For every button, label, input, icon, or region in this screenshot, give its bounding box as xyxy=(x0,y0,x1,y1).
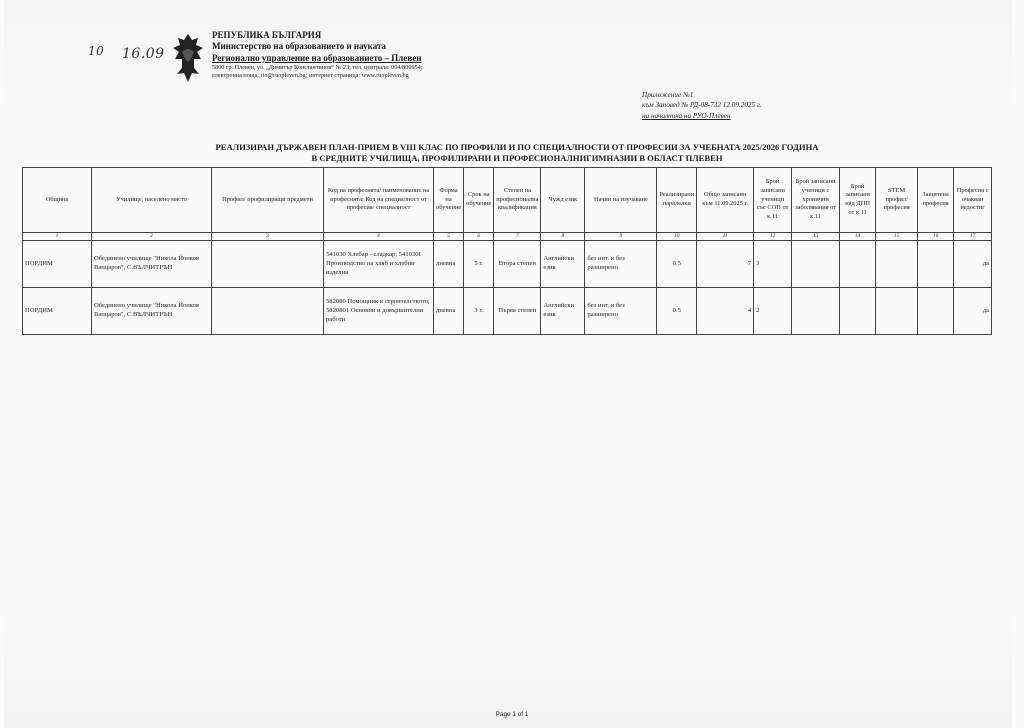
header-cell: Брой записани над ДПП от к.11 xyxy=(840,168,876,233)
cell-school: Обединено училище "Никола Йонков Вапцаров", С.ВЪЛЧИТРЪН xyxy=(92,241,212,288)
header-cell: Професия с очакван недостиг xyxy=(954,168,992,233)
header-cell: Брой записани ученици с хронични заболявания от к.11 xyxy=(792,168,840,233)
cell-shortage: да xyxy=(954,288,992,335)
column-number: 2 xyxy=(92,233,212,241)
cell-municipality: ПОРДИМ xyxy=(23,288,92,335)
cell-method: без инт. и без разширено xyxy=(585,288,657,335)
cell-stem xyxy=(876,241,918,288)
column-number: 11 xyxy=(697,233,754,241)
handwritten-date: 16.09 xyxy=(122,46,165,62)
header-cell: Брой записани ученици със СОП от к.11 xyxy=(754,168,792,233)
letterhead xyxy=(212,30,422,79)
header-cell: Степен на професионална квалификация xyxy=(494,168,541,233)
admission-plan-table xyxy=(22,167,992,335)
annex-note xyxy=(642,90,761,121)
header-cell: Реализирани паралелки xyxy=(657,168,697,233)
scanned-page xyxy=(4,0,1012,728)
table-row xyxy=(23,241,992,288)
column-number-row xyxy=(23,233,992,241)
cell-shortage: да xyxy=(954,241,992,288)
header-cell: Община xyxy=(23,168,92,233)
annex-number: Приложение №1 xyxy=(642,91,694,99)
cell-classes: 0.5 xyxy=(657,288,697,335)
header-cell: Училище, населено място xyxy=(92,168,212,233)
cell-sop: 2 xyxy=(754,288,792,335)
cell-profession: 541030 Хлебар - сладкар; 541030I Производство на хляб и хлебни изделия xyxy=(324,241,434,288)
cell-chronic xyxy=(792,288,840,335)
cell-stem xyxy=(876,288,918,335)
cell-degree: Втора степен xyxy=(494,241,541,288)
column-number: 9 xyxy=(585,233,657,241)
cell-school: Обединено училище "Никола Йонков Вапцаров", С.ВЪЛЧИТРЪН xyxy=(92,288,212,335)
header-cell: Форма на обучение xyxy=(434,168,464,233)
cell-municipality: ПОРДИМ xyxy=(23,241,92,288)
cell-term: 5 г. xyxy=(464,241,494,288)
column-number: 13 xyxy=(792,233,840,241)
header-cell: Срок на обучение xyxy=(464,168,494,233)
cell-profile xyxy=(212,241,324,288)
cell-form: дневна xyxy=(434,288,464,335)
cell-chronic xyxy=(792,241,840,288)
header-cell: Профил/ профилиращи предмети xyxy=(212,168,324,233)
cell-protected xyxy=(918,241,954,288)
cell-protected xyxy=(918,288,954,335)
cell-form: дневна xyxy=(434,241,464,288)
column-number: 12 xyxy=(754,233,792,241)
header-cell: Начин на изучаване xyxy=(585,168,657,233)
page-number: Page 1 of 1 xyxy=(495,711,529,718)
cell-degree: Първа степен xyxy=(494,288,541,335)
annex-order: към Заповед № РД-08-732 12.09.2025 г. xyxy=(642,101,762,110)
org-country: РЕПУБЛИКА БЪЛГАРИЯ xyxy=(212,30,322,40)
column-number: 5 xyxy=(434,233,464,241)
cell-profile xyxy=(212,288,324,335)
header-cell: Чужд език xyxy=(541,168,585,233)
header-cell: Общо записани към 11.09.2025 г. xyxy=(697,168,754,233)
handwritten-number: 10 xyxy=(88,44,105,58)
cell-over-dpp xyxy=(840,288,876,335)
cell-language: Английски език xyxy=(541,241,585,288)
header-cell: Код на професията/ наименование на професията; Код на специалност от професия/ специалност xyxy=(324,168,434,233)
cell-over-dpp xyxy=(840,241,876,288)
title-line-2: В СРЕДНИТЕ УЧИЛИЩА, ПРОФИЛИРАНИ И ПРОФЕСИОНАЛНИГИМНАЗИИ В ОБЛАСТ ПЛЕВЕН xyxy=(311,152,723,163)
table-row xyxy=(23,288,992,335)
column-number: 6 xyxy=(464,233,494,241)
column-number: 7 xyxy=(494,233,541,241)
org-ministry: Министерство на образованието и науката xyxy=(212,41,387,52)
cell-language: Английски език xyxy=(541,288,585,335)
coat-of-arms-icon xyxy=(168,32,208,84)
document-title xyxy=(150,142,884,163)
cell-total: 4 xyxy=(697,288,754,335)
cell-method: без инт. и без разширено xyxy=(585,241,657,288)
cell-term: 3 г. xyxy=(464,288,494,335)
column-number: 10 xyxy=(657,233,697,241)
title-line-1: РЕАЛИЗИРАН ДЪРЖАВЕН ПЛАН-ПРИЕМ В VIII КЛАС ПО ПРОФИЛИ И ПО СПЕЦИАЛНОСТИ ОТ ПРОФЕСИИ ЗА УЧЕБНАТА 2025/2026 ГОДИНА xyxy=(215,142,819,152)
column-number: 1 xyxy=(23,233,92,241)
column-number: 17 xyxy=(954,233,992,241)
table-header-row xyxy=(23,168,992,233)
annex-signatory: на началника на РУО-Плевен xyxy=(642,111,731,120)
org-address: 5800 гр. Плевен, ул. „Димитър Константинов“ № 23; тел. централа: 064/800954; xyxy=(212,63,423,71)
cell-profession: 582080 Помощник в строителството; 5820801 Основни и довършителни работи xyxy=(324,288,434,335)
cell-total: 7 xyxy=(697,241,754,288)
column-number: 14 xyxy=(840,233,876,241)
cell-classes: 0.5 xyxy=(657,241,697,288)
header-cell: Защитена професия xyxy=(918,168,954,233)
column-number: 16 xyxy=(918,233,954,241)
cell-sop: 3 xyxy=(754,241,792,288)
column-number: 4 xyxy=(324,233,434,241)
header-cell: STEM профил/ професия xyxy=(876,168,918,233)
org-contacts: електронна поща: rio@ruopleven.bg; интернет страница: www.ruopleven.bg xyxy=(212,71,409,79)
column-number: 3 xyxy=(212,233,324,241)
column-number: 8 xyxy=(541,233,585,241)
org-regional-office: Регионално управление на образованието – Плевен xyxy=(212,52,422,63)
column-number: 15 xyxy=(876,233,918,241)
